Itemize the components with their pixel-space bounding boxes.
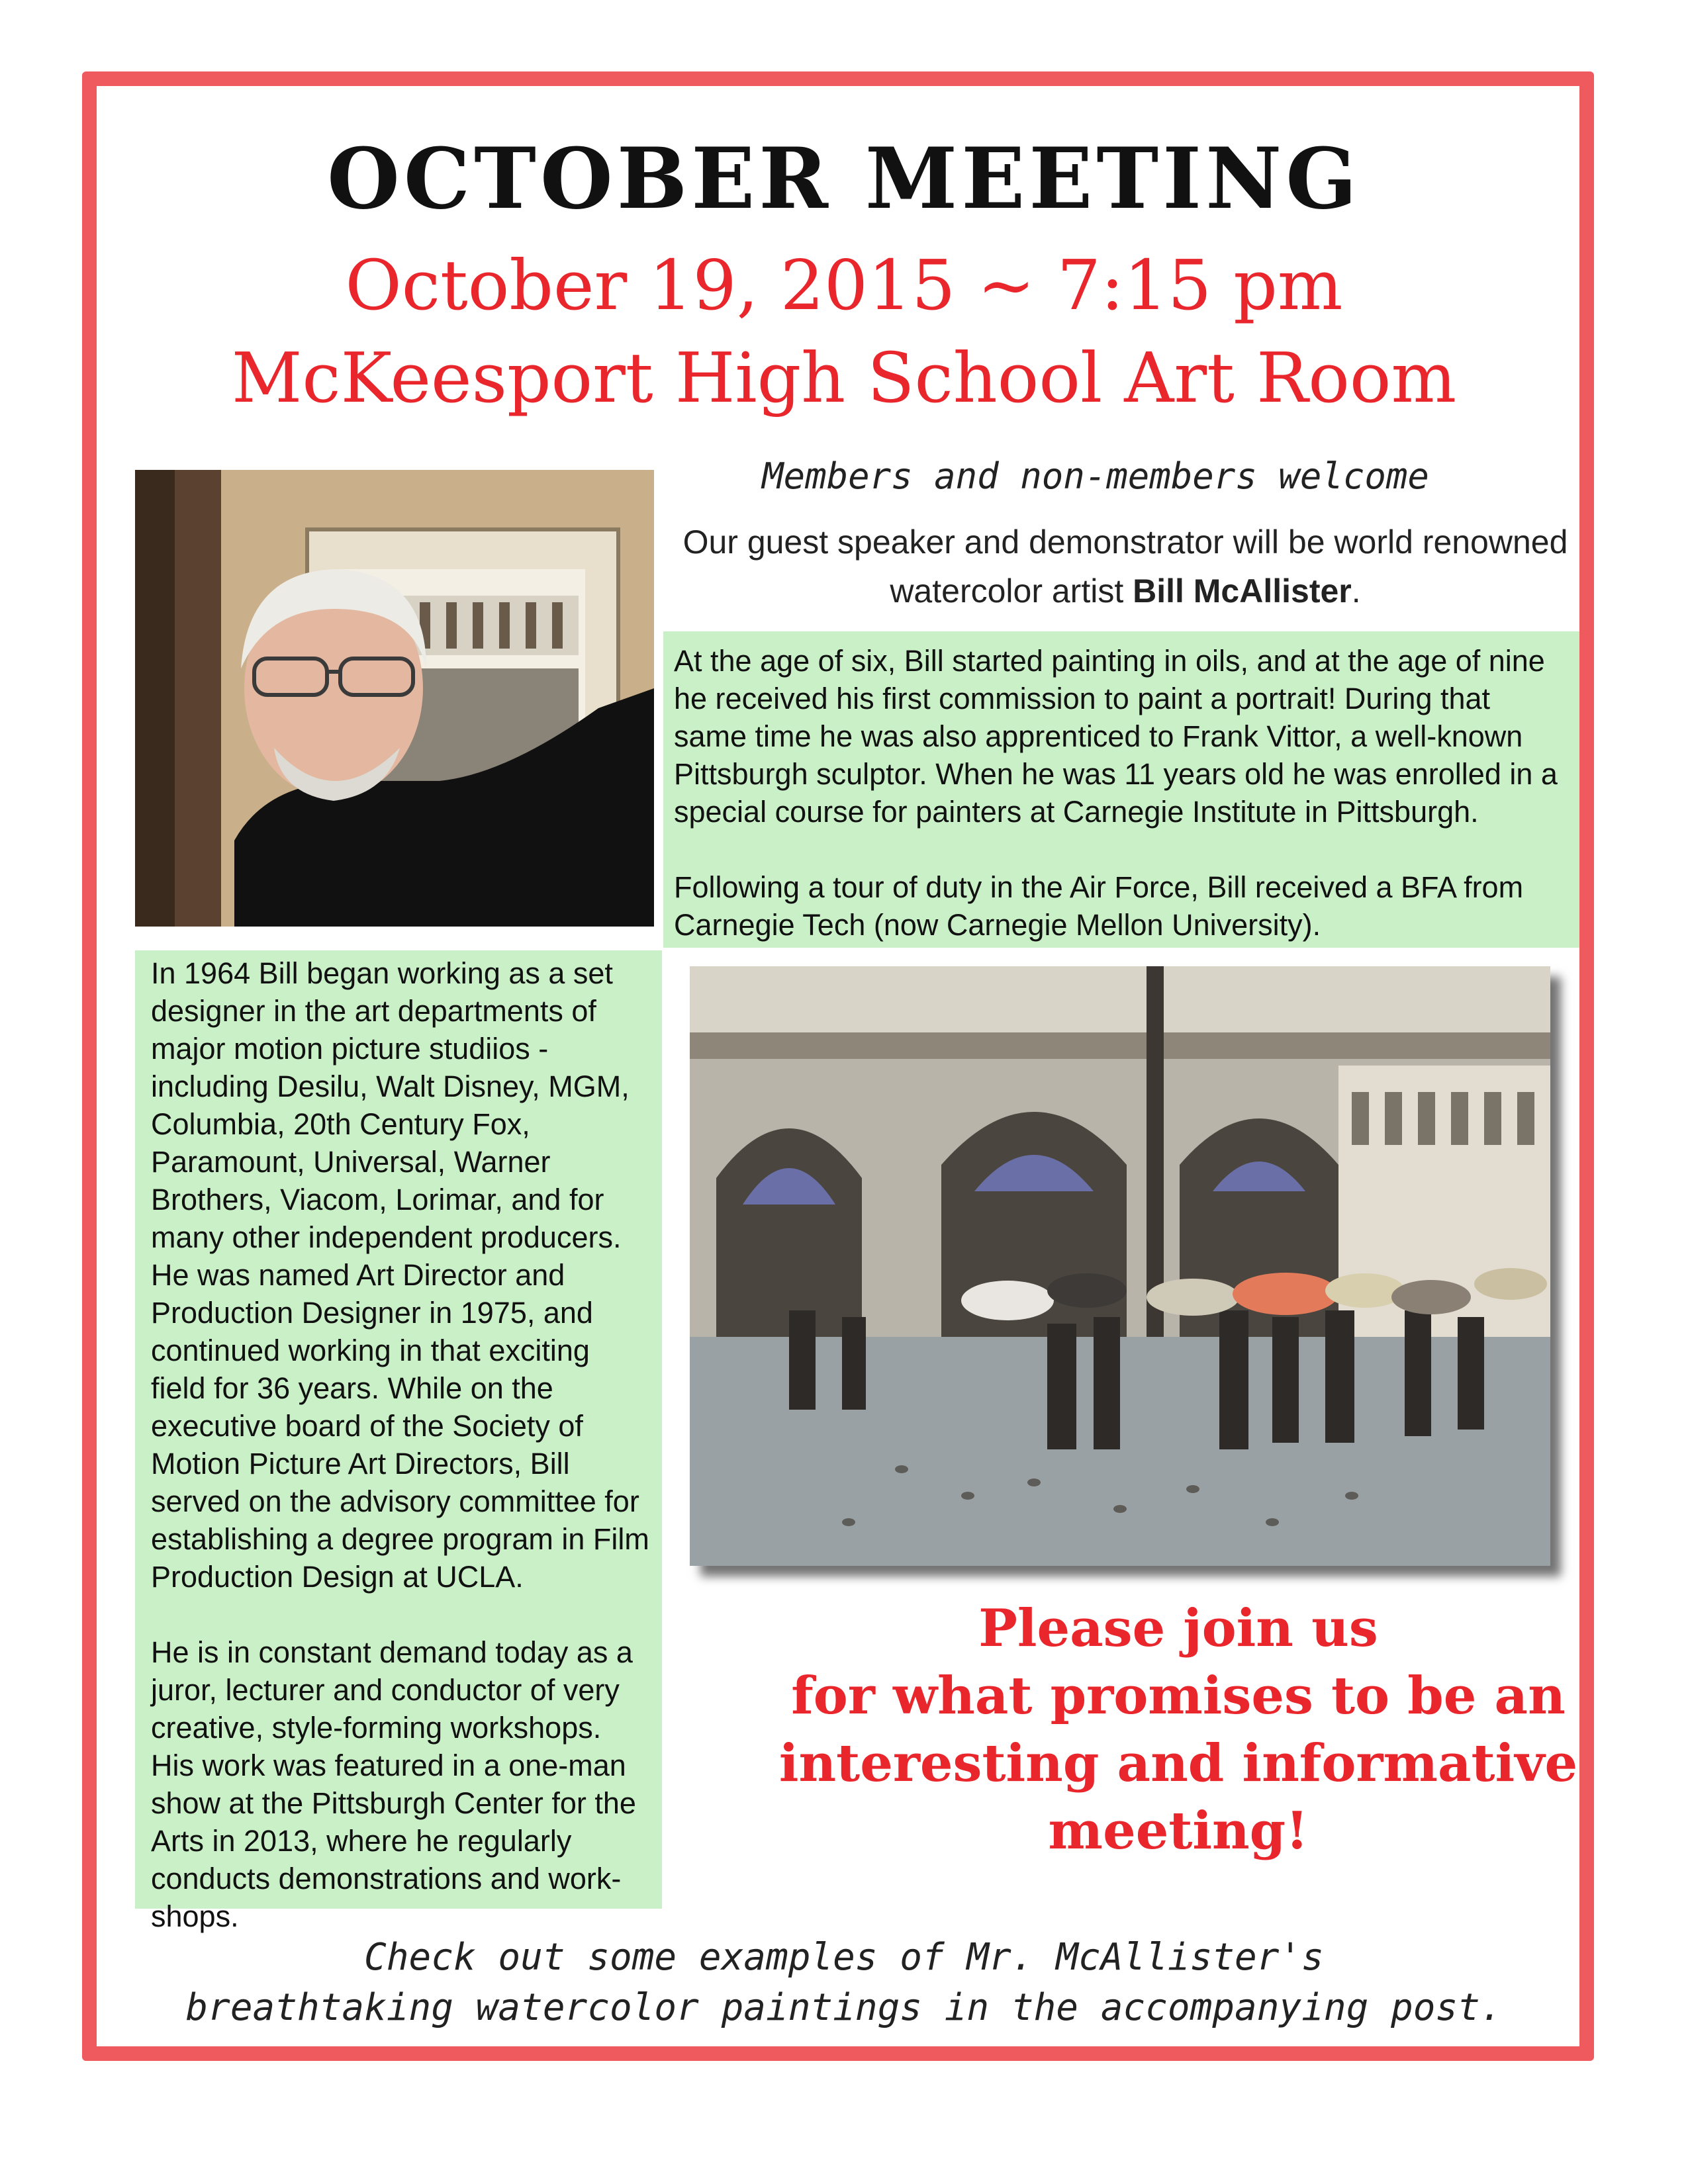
footer-line: breathtaking watercolor paintings in the accompanying post. bbox=[185, 1986, 1503, 2029]
bio-paragraph: At the age of six, Bill started painting in oils, and at the age of nine he received his first commission to paint a portrait! During that same time he was also apprenticed to Frank Vittor, a well-known Pittsburgh sculptor. When he was 11 years old he was enrolled in a special course for painters at Carnegie Institute in Pittsburgh. bbox=[674, 644, 1558, 829]
invitation-line: interesting and informative bbox=[778, 1733, 1578, 1794]
bio-paragraph: He is in constant demand today as a juror, lecturer and conductor of very creative, style-forming workshops. His work was featured in a one-man show at the Pittsburgh Center for the Arts in 2013, where he regularly conducts demonstrations and work-shops. bbox=[151, 1635, 636, 1933]
bio-career bbox=[135, 950, 662, 1933]
bio-early-years bbox=[663, 631, 1579, 948]
welcome-note: Members and non-members welcome bbox=[762, 455, 1429, 497]
bio-paragraph: Following a tour of duty in the Air Force, Bill received a BFA from Carnegie Tech (now Carnegie Mellon University). bbox=[674, 870, 1524, 942]
footer-line: Check out some examples of Mr. McAllister's bbox=[364, 1936, 1324, 1979]
guest-speaker-intro bbox=[655, 518, 1595, 615]
invitation-line: meeting! bbox=[1048, 1801, 1309, 1861]
invitation-line: Please join us bbox=[978, 1598, 1378, 1659]
artist-name: Bill McAllister bbox=[1133, 572, 1352, 610]
intro-end: . bbox=[1351, 572, 1361, 610]
venice-watercolor-painting bbox=[690, 966, 1550, 1566]
page-title: OCTOBER MEETING bbox=[327, 130, 1361, 228]
meeting-date-time: October 19, 2015 ~ 7:15 pm bbox=[345, 245, 1343, 326]
intro-text: Our guest speaker and demonstrator will be world renowned watercolor artist bbox=[682, 523, 1568, 610]
bio-paragraph: In 1964 Bill began working as a set designer in the art departments of major motion picture studiios - including Desilu, Walt Disney, MGM, Columbia, 20th Century Fox, Paramount, Universal, Warner Brothers, Viacom, Lorimar, and for many other independent producers. He was named Art Director and Production Designer in 1975, and continued working in that exciting field for 36 years. While on the executive board of the Society of Motion Picture Art Directors, Bill served on the advisory committee for establishing a degree program in Film Production Design at UCLA. bbox=[151, 956, 649, 1594]
invitation-message bbox=[688, 1595, 1668, 1865]
footer-note bbox=[0, 1933, 1688, 2033]
invitation-line: for what promises to be an bbox=[791, 1666, 1566, 1726]
meeting-venue: McKeesport High School Art Room bbox=[231, 338, 1457, 418]
artist-portrait-photo bbox=[135, 470, 654, 927]
